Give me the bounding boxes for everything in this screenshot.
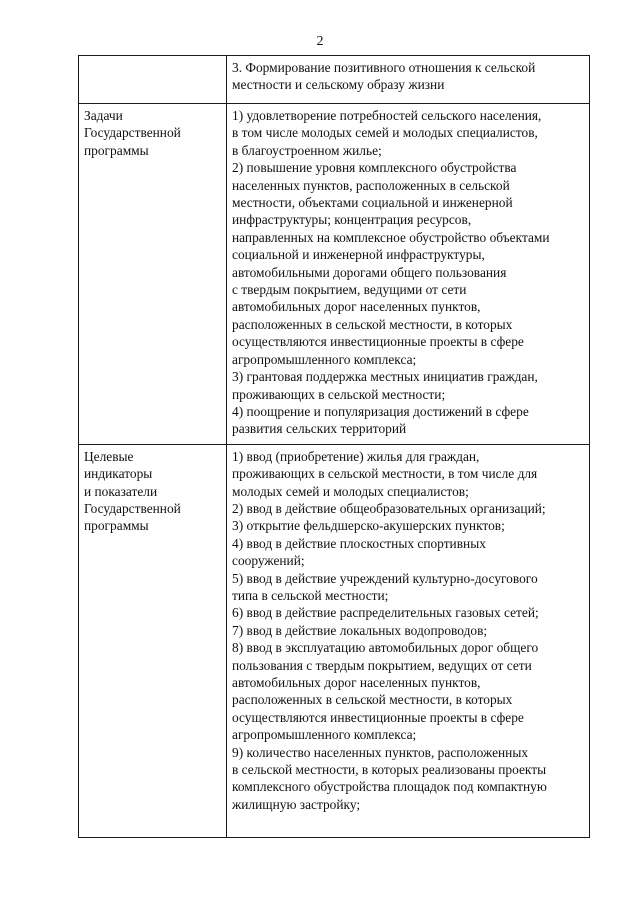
row-content-line: осуществляются инвестиционные проекты в сфере [232, 334, 524, 350]
row-content-line: жилищную застройку; [232, 796, 361, 812]
row-content-line: молодых семей и молодых специалистов; [232, 483, 469, 499]
row-content-cell [227, 104, 590, 445]
table-row [79, 56, 590, 104]
row-content-line: развития сельских территорий [232, 421, 407, 437]
row-label-cell [79, 56, 227, 104]
row-label-line: Задачи [84, 108, 123, 123]
row-content-line: сооружений; [232, 553, 305, 569]
row-content-line: 2) повышение уровня комплексного обустройства [232, 160, 517, 176]
row-content-line: 3) грантовая поддержка местных инициатив граждан, [232, 369, 538, 385]
row-content-line: агропромышленного комплекса; [232, 727, 417, 743]
row-content-line: 3) открытие фельдшерско-акушерских пунктов; [232, 518, 505, 534]
table-row [79, 104, 590, 445]
row-content-line: направленных на комплексное обустройство объектами [232, 229, 550, 245]
row-content-line: с твердым покрытием, ведущими от сети [232, 282, 467, 298]
row-content-line: 7) ввод в действие локальных водопроводов; [232, 622, 488, 638]
row-label-line: Государственной [84, 500, 181, 516]
row-content-line: 5) ввод в действие учреждений культурно-досугового [232, 570, 538, 586]
row-content-line: расположенных в сельской местности, в которых [232, 316, 513, 332]
table-row [79, 444, 590, 837]
row-content-line: 3. Формирование позитивного отношения к сельской [232, 60, 536, 75]
row-content-line: проживающих в сельской местности; [232, 386, 446, 402]
row-label-line: программы [84, 142, 149, 158]
row-content-cell [227, 56, 590, 104]
row-content-line: 4) поощрение и популяризация достижений в сфере [232, 403, 529, 419]
row-content-line: агропромышленного комплекса; [232, 351, 417, 367]
row-content-line: комплексного обустройства площадок под компактную [232, 779, 547, 795]
row-label-line: и показатели [84, 483, 158, 499]
page-number: 2 [316, 34, 324, 49]
row-content-line: населенных пунктов, расположенных в сельской [232, 177, 510, 193]
row-label-cell [79, 444, 227, 837]
program-passport-table [78, 55, 590, 838]
row-content-line: осуществляются инвестиционные проекты в сфере [232, 709, 524, 725]
row-label-cell [79, 104, 227, 445]
row-content-line: проживающих в сельской местности, в том числе для [232, 466, 538, 482]
row-content-line: инфраструктуры; концентрация ресурсов, [232, 212, 472, 228]
row-content-line: 8) ввод в эксплуатацию автомобильных дорог общего [232, 640, 539, 656]
row-content-line: расположенных в сельской местности, в которых [232, 692, 513, 708]
row-label-line: программы [84, 518, 149, 534]
row-content-line: местности и сельскому образу жизни [232, 77, 445, 93]
row-content-line: в сельской местности, в которых реализованы проекты [232, 762, 547, 778]
row-content-cell [227, 444, 590, 837]
row-content-line: автомобильными дорогами общего пользования [232, 264, 507, 280]
row-label-line: индикаторы [84, 466, 153, 482]
row-content-line: 1) ввод (приобретение) жилья для граждан, [232, 448, 480, 464]
row-content-line: в том числе молодых семей и молодых специалистов, [232, 125, 538, 141]
row-label-line: Целевые [84, 448, 134, 464]
row-content-line: в благоустроенном жилье; [232, 142, 382, 158]
row-content-line: 1) удовлетворение потребностей сельского населения, [232, 108, 542, 123]
row-content-line: пользования с твердым покрытием, ведущих от сети [232, 657, 532, 673]
row-content-line: автомобильных дорог населенных пунктов, [232, 299, 481, 315]
row-content-line: типа в сельской местности; [232, 587, 389, 603]
row-content-line: местности, объектами социальной и инженерной [232, 195, 513, 211]
row-label-line: Государственной [84, 125, 181, 141]
row-content-line: 4) ввод в действие плоскостных спортивных [232, 535, 486, 551]
row-content-line: автомобильных дорог населенных пунктов, [232, 675, 481, 690]
row-content-line: социальной и инженерной инфраструктуры, [232, 247, 485, 263]
row-content-line: 2) ввод в действие общеобразовательных организаций; [232, 500, 546, 516]
row-content-line: 6) ввод в действие распределительных газовых сетей; [232, 605, 539, 621]
row-content-line: 9) количество населенных пунктов, расположенных [232, 744, 529, 760]
